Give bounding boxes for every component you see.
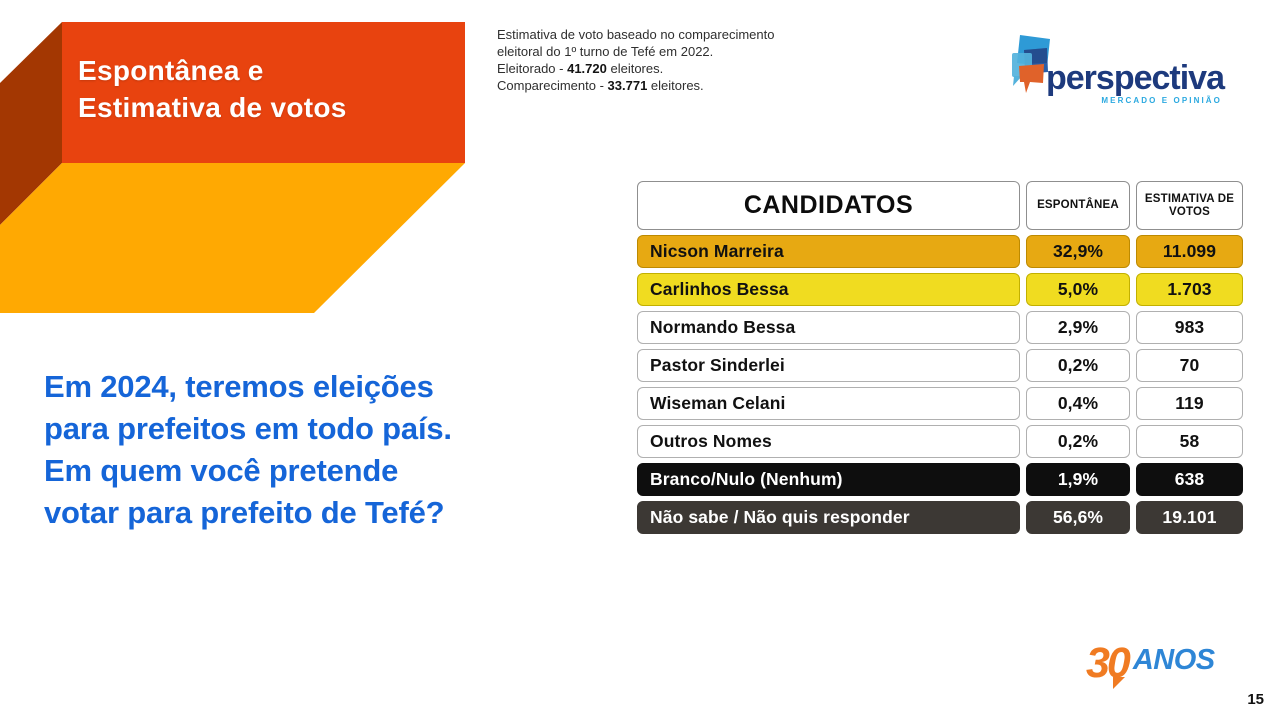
- question-line: para prefeitos em todo país.: [44, 411, 452, 446]
- estimativa-cell: 119: [1136, 387, 1243, 420]
- brand-tagline: MERCADO E OPINIÃO: [1101, 96, 1222, 105]
- note-line1: Estimativa de voto baseado no comparecimento: [497, 27, 775, 42]
- anos-word: ANOS: [1132, 644, 1215, 676]
- column-header-candidatos: CANDIDATOS: [637, 181, 1020, 230]
- estimativa-cell: 638: [1136, 463, 1243, 496]
- brand-name: perspectiva: [1046, 59, 1224, 97]
- turnout-value: 33.771: [607, 78, 648, 93]
- ribbon-amber-shape: [0, 163, 465, 313]
- column-header-estimativa-text: ESTIMATIVA DE VOTOS: [1144, 192, 1235, 218]
- espontanea-cell: 56,6%: [1026, 501, 1130, 534]
- estimativa-cell: 983: [1136, 311, 1243, 344]
- perspectiva-logo: [1010, 33, 1224, 105]
- note-electorate: [497, 60, 847, 77]
- anos-number: 30: [1086, 639, 1128, 687]
- question-line: Em 2024, teremos eleições: [44, 369, 434, 404]
- brand-text-block: [1046, 61, 1224, 105]
- slide-title-line1: Espontânea e: [78, 55, 264, 86]
- candidate-cell: Nicson Marreira: [637, 235, 1020, 268]
- espontanea-cell: 0,2%: [1026, 425, 1130, 458]
- candidate-cell: Branco/Nulo (Nenhum): [637, 463, 1020, 496]
- electorate-label: Eleitorado -: [497, 61, 568, 76]
- page-number: 15: [1247, 691, 1264, 708]
- candidate-cell: Outros Nomes: [637, 425, 1020, 458]
- note-line2: eleitoral do 1º turno de Tefé em 2022.: [497, 44, 714, 59]
- question-line: votar para prefeito de Tefé?: [44, 495, 445, 530]
- estimativa-cell: 19.101: [1136, 501, 1243, 534]
- candidate-cell: Não sabe / Não quis responder: [637, 501, 1020, 534]
- espontanea-cell: 5,0%: [1026, 273, 1130, 306]
- survey-question: [44, 366, 452, 534]
- speech-bubbles-icon: [1010, 33, 1050, 95]
- slide-title: [78, 52, 347, 126]
- estimativa-cell: 70: [1136, 349, 1243, 382]
- estimativa-cell: 58: [1136, 425, 1243, 458]
- espontanea-cell: 0,4%: [1026, 387, 1130, 420]
- electorate-value: 41.720: [567, 61, 607, 76]
- 30-anos-logo: [1086, 641, 1215, 685]
- estimativa-cell: 11.099: [1136, 235, 1243, 268]
- espontanea-cell: 2,9%: [1026, 311, 1130, 344]
- column-header-estimativa: [1136, 181, 1243, 230]
- question-line: Em quem você pretende: [44, 453, 399, 488]
- candidate-cell: Wiseman Celani: [637, 387, 1020, 420]
- candidate-cell: Pastor Sinderlei: [637, 349, 1020, 382]
- espontanea-cell: 32,9%: [1026, 235, 1130, 268]
- turnout-suffix: eleitores.: [647, 78, 704, 93]
- electorate-suffix: eleitores.: [606, 61, 664, 76]
- column-header-espontanea: ESPONTÂNEA: [1026, 181, 1130, 230]
- results-table: [637, 181, 1243, 534]
- estimativa-cell: 1.703: [1136, 273, 1243, 306]
- espontanea-cell: 1,9%: [1026, 463, 1130, 496]
- turnout-label: Comparecimento -: [497, 78, 608, 93]
- note-turnout: [497, 77, 847, 94]
- methodology-note: [497, 26, 847, 94]
- candidate-cell: Carlinhos Bessa: [637, 273, 1020, 306]
- candidate-cell: Normando Bessa: [637, 311, 1020, 344]
- espontanea-cell: 0,2%: [1026, 349, 1130, 382]
- slide-title-line2: Estimativa de votos: [78, 92, 347, 123]
